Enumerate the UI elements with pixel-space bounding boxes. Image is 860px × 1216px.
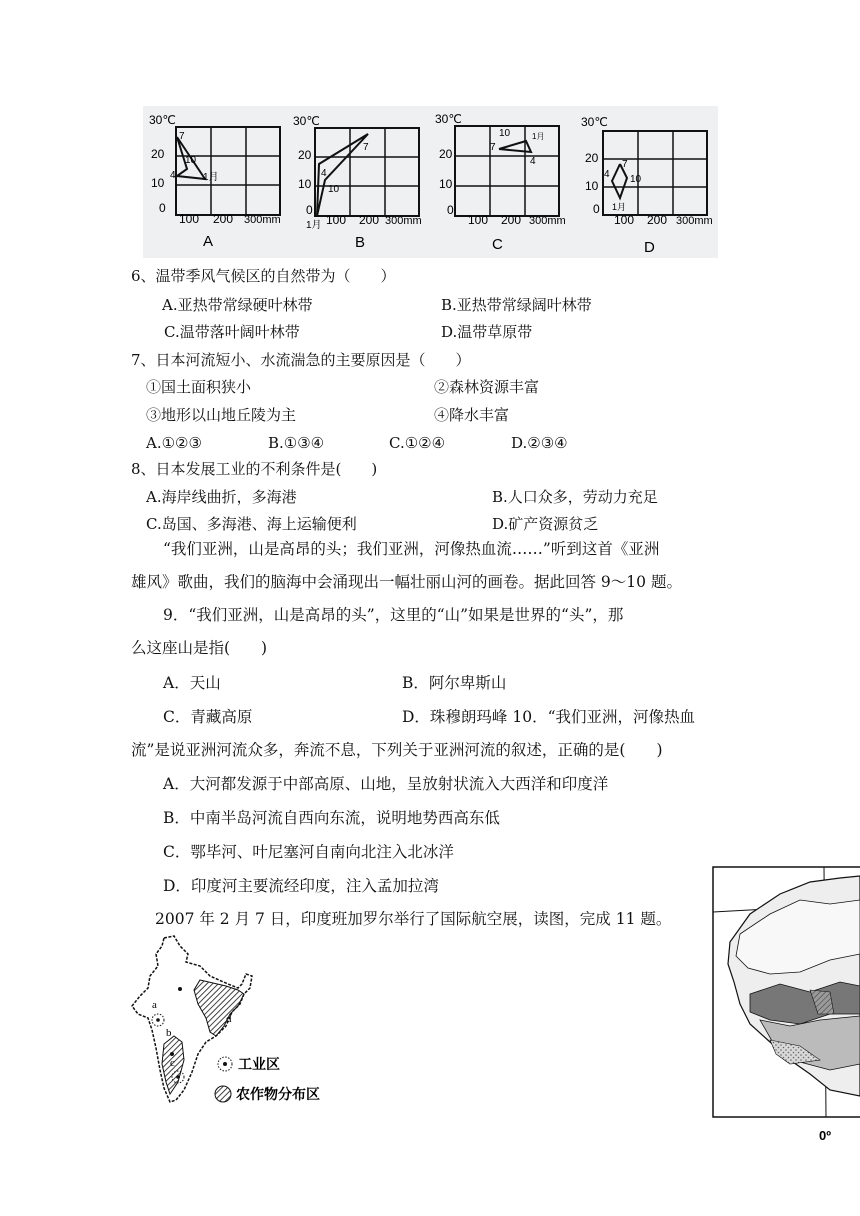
svg-text:200: 200 [501,213,522,227]
chart-a [149,113,281,250]
africa-map [710,864,860,1154]
chart-label-a: A [203,233,214,250]
q10-stem-line2: 流”是说亚洲河流众多，奔流不息，下列关于亚洲河流的叙述，正确的是( ) [131,741,663,759]
q10-option-c: C．鄂毕河、叶尼塞河自南向北注入北冰洋 [163,843,454,861]
q8-option-c: C.岛国、多海港、海上运输便利 [146,515,357,533]
svg-text:20: 20 [439,147,453,161]
chart-label-c: C [492,236,503,253]
q8-option-b: B.人口众多，劳动力充足 [492,488,658,506]
point-label: 1月 [203,172,219,183]
svg-text:300mm: 300mm [676,215,713,227]
q7-statement-2: ②森林资源丰富 [434,378,540,396]
svg-text:10: 10 [630,174,642,185]
y-tick-0: 0 [159,201,166,215]
point-label-d: d [226,1013,232,1025]
svg-text:1月: 1月 [612,202,627,212]
svg-text:30℃: 30℃ [435,112,462,126]
longitude-label: 0º [819,1128,831,1143]
y-tick-20: 20 [151,147,165,161]
svg-text:10: 10 [585,179,599,193]
legend-crops-label: 农作物分布区 [236,1087,320,1103]
q10-option-a: A．大河都发源于中部高原、山地，呈放射状流入大西洋和印度洋 [163,775,609,793]
q9-option-c: C．青藏高原 [163,708,253,726]
point-label-b: b [166,1027,172,1039]
svg-text:0: 0 [306,203,313,217]
q9-stem-line1: 9．“我们亚洲，山是高昂的头”，这里的“山”如果是世界的“头”，那 [163,606,624,624]
svg-text:30℃: 30℃ [581,115,608,129]
svg-text:200: 200 [647,213,668,227]
svg-text:30℃: 30℃ [293,114,320,128]
climate-charts-figure [143,106,718,258]
intro-11: 2007 年 2 月 7 日，印度班加罗尔举行了国际航空展，读图，完成 11 题。 [155,910,672,928]
chart-b [293,114,422,251]
city-dot [178,987,182,991]
q10-option-d: D．印度河主要流经印度，注入孟加拉湾 [163,877,439,895]
y-tick-10: 10 [151,176,165,190]
svg-text:20: 20 [298,148,312,162]
q9-option-a: A．天山 [163,674,221,692]
chart-d [581,115,713,256]
x-tick-300: 300mm [244,214,281,226]
svg-text:10: 10 [328,184,340,195]
svg-text:4: 4 [604,169,610,180]
chart-c [435,112,566,253]
svg-text:100: 100 [468,213,489,227]
q6-option-a: A.亚热带常绿硬叶林带 [162,296,313,314]
legend-industrial-label: 工业区 [238,1057,280,1073]
q8-option-d: D.矿产资源贫乏 [492,515,599,533]
q7-option-a: A.①②③ [146,434,202,452]
point-label: 10 [185,155,197,166]
q6-option-b: B.亚热带常绿阔叶林带 [441,296,592,314]
india-outline [132,936,252,1102]
svg-text:1月: 1月 [306,220,322,231]
q7-option-d: D.②③④ [511,434,568,452]
chart-label-b: B [355,234,366,251]
svg-text:4: 4 [321,168,327,179]
svg-text:100: 100 [326,213,347,227]
svg-text:7: 7 [622,159,628,170]
point-label: 7 [179,131,185,142]
q6-stem: 6、温带季风气候区的自然带为（ ） [131,267,396,285]
q8-option-a: A.海岸线曲折，多海港 [146,488,297,506]
q7-stem: 7、日本河流短小、水流湍急的主要原因是（ ） [131,351,471,369]
point-label: 4 [170,170,176,181]
svg-text:300mm: 300mm [529,215,566,227]
q6-option-d: D.温带草原带 [441,323,533,341]
svg-text:1月: 1月 [532,132,545,141]
q7-statement-3: ③地形以山地丘陵为主 [146,406,297,424]
q8-stem: 8、日本发展工业的不利条件是( ) [131,460,378,478]
intro-9-10-line2: 雄风》歌曲，我们的脑海中会涌现出一幅壮丽山河的画卷。据此回答 9～10 题。 [131,573,682,591]
q9-option-b: B．阿尔卑斯山 [402,674,507,692]
svg-text:10: 10 [298,177,312,191]
svg-text:100: 100 [614,213,635,227]
q6-option-c: C.温带落叶阔叶林带 [164,323,300,341]
svg-text:7: 7 [363,142,369,153]
point-label-a: a [152,999,157,1011]
q10-option-b: B．中南半岛河流自西向东流，说明地势西高东低 [163,809,500,827]
point-label-c: c [170,1057,175,1069]
svg-text:20: 20 [585,151,599,165]
q7-statement-4: ④降水丰富 [434,406,510,424]
svg-text:200: 200 [359,213,380,227]
q9-stem-line2: 么这座山是指( ) [131,639,268,657]
svg-text:300mm: 300mm [385,215,422,227]
x-tick-200: 200 [213,212,234,226]
y-tick-30: 30℃ [149,113,176,127]
svg-text:4: 4 [530,156,536,167]
q7-option-b: B.①③④ [268,434,325,452]
x-tick-100: 100 [179,212,200,226]
legend-crops-icon [215,1086,231,1102]
svg-text:7: 7 [490,142,496,153]
q7-option-c: C.①②④ [389,434,446,452]
svg-text:0: 0 [447,203,454,217]
chart-label-d: D [644,239,655,256]
svg-text:10: 10 [439,177,453,191]
svg-text:10: 10 [499,128,511,139]
q9-option-d-and-q10-stem: D．珠穆朗玛峰 10．“我们亚洲，河像热血 [402,708,696,726]
intro-9-10-line1: “我们亚洲，山是高昂的头；我们亚洲，河像热血流……”听到这首《亚洲 [163,540,660,558]
india-map [128,932,343,1112]
svg-text:0: 0 [593,202,600,216]
q7-statement-1: ①国土面积狭小 [146,378,252,396]
